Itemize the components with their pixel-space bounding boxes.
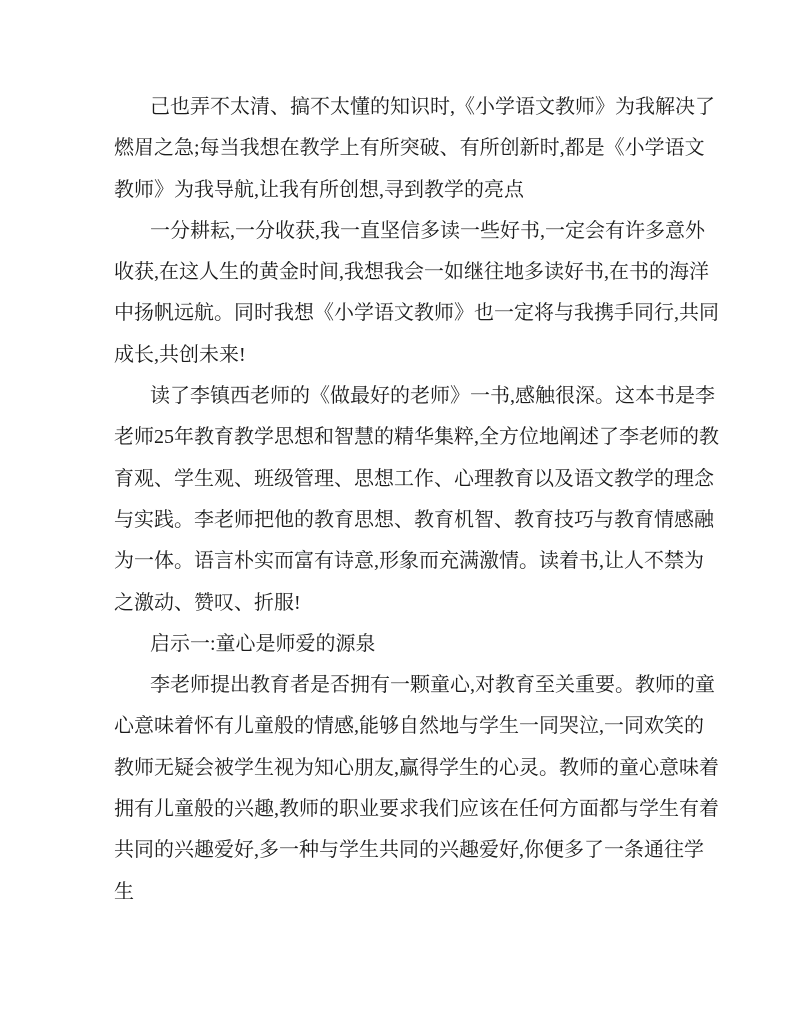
text-line: 燃 眉 之 急 ; 每 当 我 想 在 教 学 上 有 所 突 破 、 有 所 创 新 时 , 都 是 《 小 学 语 文 — [114, 137, 705, 160]
text-line: 中 扬 帆 远 航 。 同 时 我 想 《 小 学 语 文 教 师 》 也 一 定 将 与 我 携 手 同 行 , 共 同 — [114, 302, 719, 325]
text-line: 教师》为我导航,让我有所创想,寻到教学的亮点 — [114, 178, 524, 201]
text-line: 老 师 2 5 年 教 育 教 学 思 想 和 智 慧 的 精 华 集 粹 , 全 方 位 地 阐 述 了 李 老 师 的 教 — [114, 426, 719, 449]
text-line: 成长,共创未来! — [114, 343, 246, 366]
text-line: 一 分 耕 耘 , 一 分 收 获 , 我 一 直 坚 信 多 读 一 些 好 书 , 一 定 会 有 许 多 意 外 — [150, 219, 705, 242]
text-line: 与 实 践 。 李 老 师 把 他 的 教 育 思 想 、 教 育 机 智 、 教 育 技 巧 与 教 育 情 感 融 — [114, 508, 714, 531]
text-line: 教 师 无 疑 会 被 学 生 视 为 知 心 朋 友 , 赢 得 学 生 的 心 灵 。 教 师 的 童 心 意 味 着 — [114, 756, 719, 779]
text-line: 为 一 体 。 语 言 朴 实 而 富 有 诗 意 , 形 象 而 充 满 激 情 。 读 着 书 , 让 人 不 禁 为 — [114, 550, 704, 573]
text-block — [114, 87, 719, 913]
text-line: 心 意 味 着 怀 有 儿 童 般 的 情 感 , 能 够 自 然 地 与 学 生 一 同 哭 泣 , 一 同 欢 笑 的 — [114, 715, 704, 738]
text-line: 之激动、赞叹、折服! — [114, 591, 301, 614]
text-line: 收 获 , 在 这 人 生 的 黄 金 时 间 , 我 想 我 会 一 如 继 往 地 多 读 好 书 , 在 书 的 海 洋 — [114, 261, 709, 284]
text-line: 育 观 、 学 生 观 、 班 级 管 理 、 思 想 工 作 、 心 理 教 育 以 及 语 文 教 学 的 理 念 — [114, 467, 714, 490]
text-line: 读 了 李 镇 西 老 师 的 《 做 最 好 的 老 师 》 一 书 , 感 触 很 深 。 这 本 书 是 李 — [150, 385, 715, 408]
text-line: 拥 有 儿 童 般 的 兴 趣 , 教 师 的 职 业 要 求 我 们 应 该 在 任 何 方 面 都 与 学 生 有 着 — [114, 798, 719, 821]
text-line: 生 — [114, 880, 134, 903]
text-line: 共 同 的 兴 趣 爱 好 , 多 一 种 与 学 生 共 同 的 兴 趣 爱 好 , 你 便 多 了 一 条 通 往 学 — [114, 839, 704, 862]
text-line: 李 老 师 提 出 教 育 者 是 否 拥 有 一 颗 童 心 , 对 教 育 至 关 重 要 。 教 师 的 童 — [150, 674, 715, 697]
text-line: 己 也 弄 不 太 清 、 搞 不 太 懂 的 知 识 时 , 《 小 学 语 文 教 师 》 为 我 解 决 了 — [150, 96, 715, 118]
text-line: 启示一:童心是师爱的源泉 — [150, 632, 376, 655]
